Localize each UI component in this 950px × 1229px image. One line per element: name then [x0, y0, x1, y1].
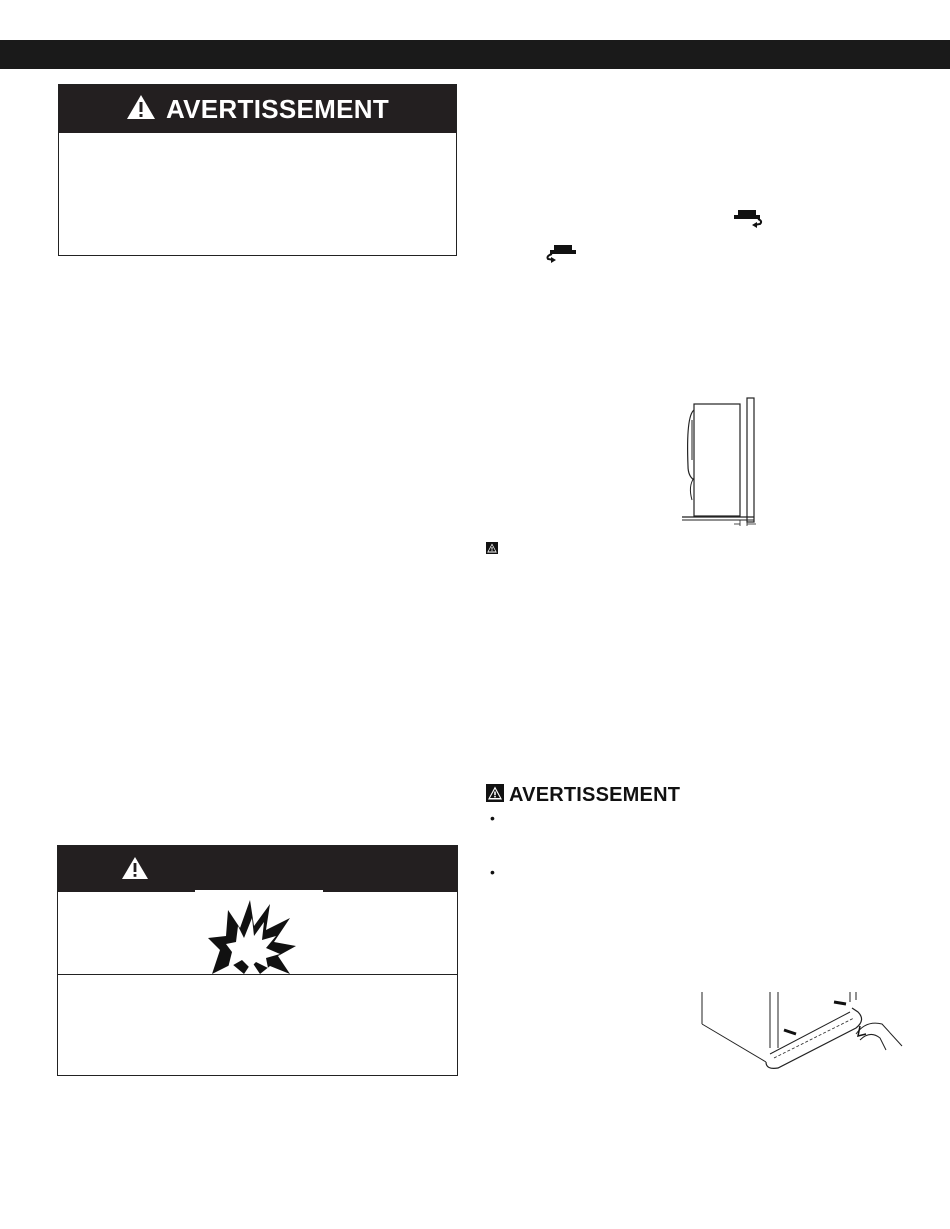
warning-title: AVERTISSEMENT — [166, 93, 389, 124]
fridge-side-view-illustration — [680, 396, 760, 531]
warning-triangle-icon — [486, 784, 504, 807]
bullet-point: • — [490, 810, 495, 826]
warning-box-header — [58, 846, 457, 892]
warning-triangle-icon — [486, 541, 498, 559]
top-header-bar — [0, 40, 950, 69]
warning-section-heading — [486, 784, 680, 807]
rotate-counterclockwise-icon — [542, 243, 576, 268]
warning-section-title: AVERTISSEMENT — [509, 784, 681, 806]
explosion-pictogram-area — [58, 892, 457, 975]
warning-triangle-icon — [126, 94, 156, 125]
warning-box-header — [59, 85, 456, 133]
warning-box-top — [58, 84, 457, 256]
fridge-door-handle-illustration — [700, 990, 906, 1079]
warning-triangle-icon — [121, 856, 149, 885]
warning-box-explosion — [57, 845, 458, 1076]
rotate-clockwise-icon — [732, 208, 766, 233]
bullet-point: • — [490, 864, 495, 880]
